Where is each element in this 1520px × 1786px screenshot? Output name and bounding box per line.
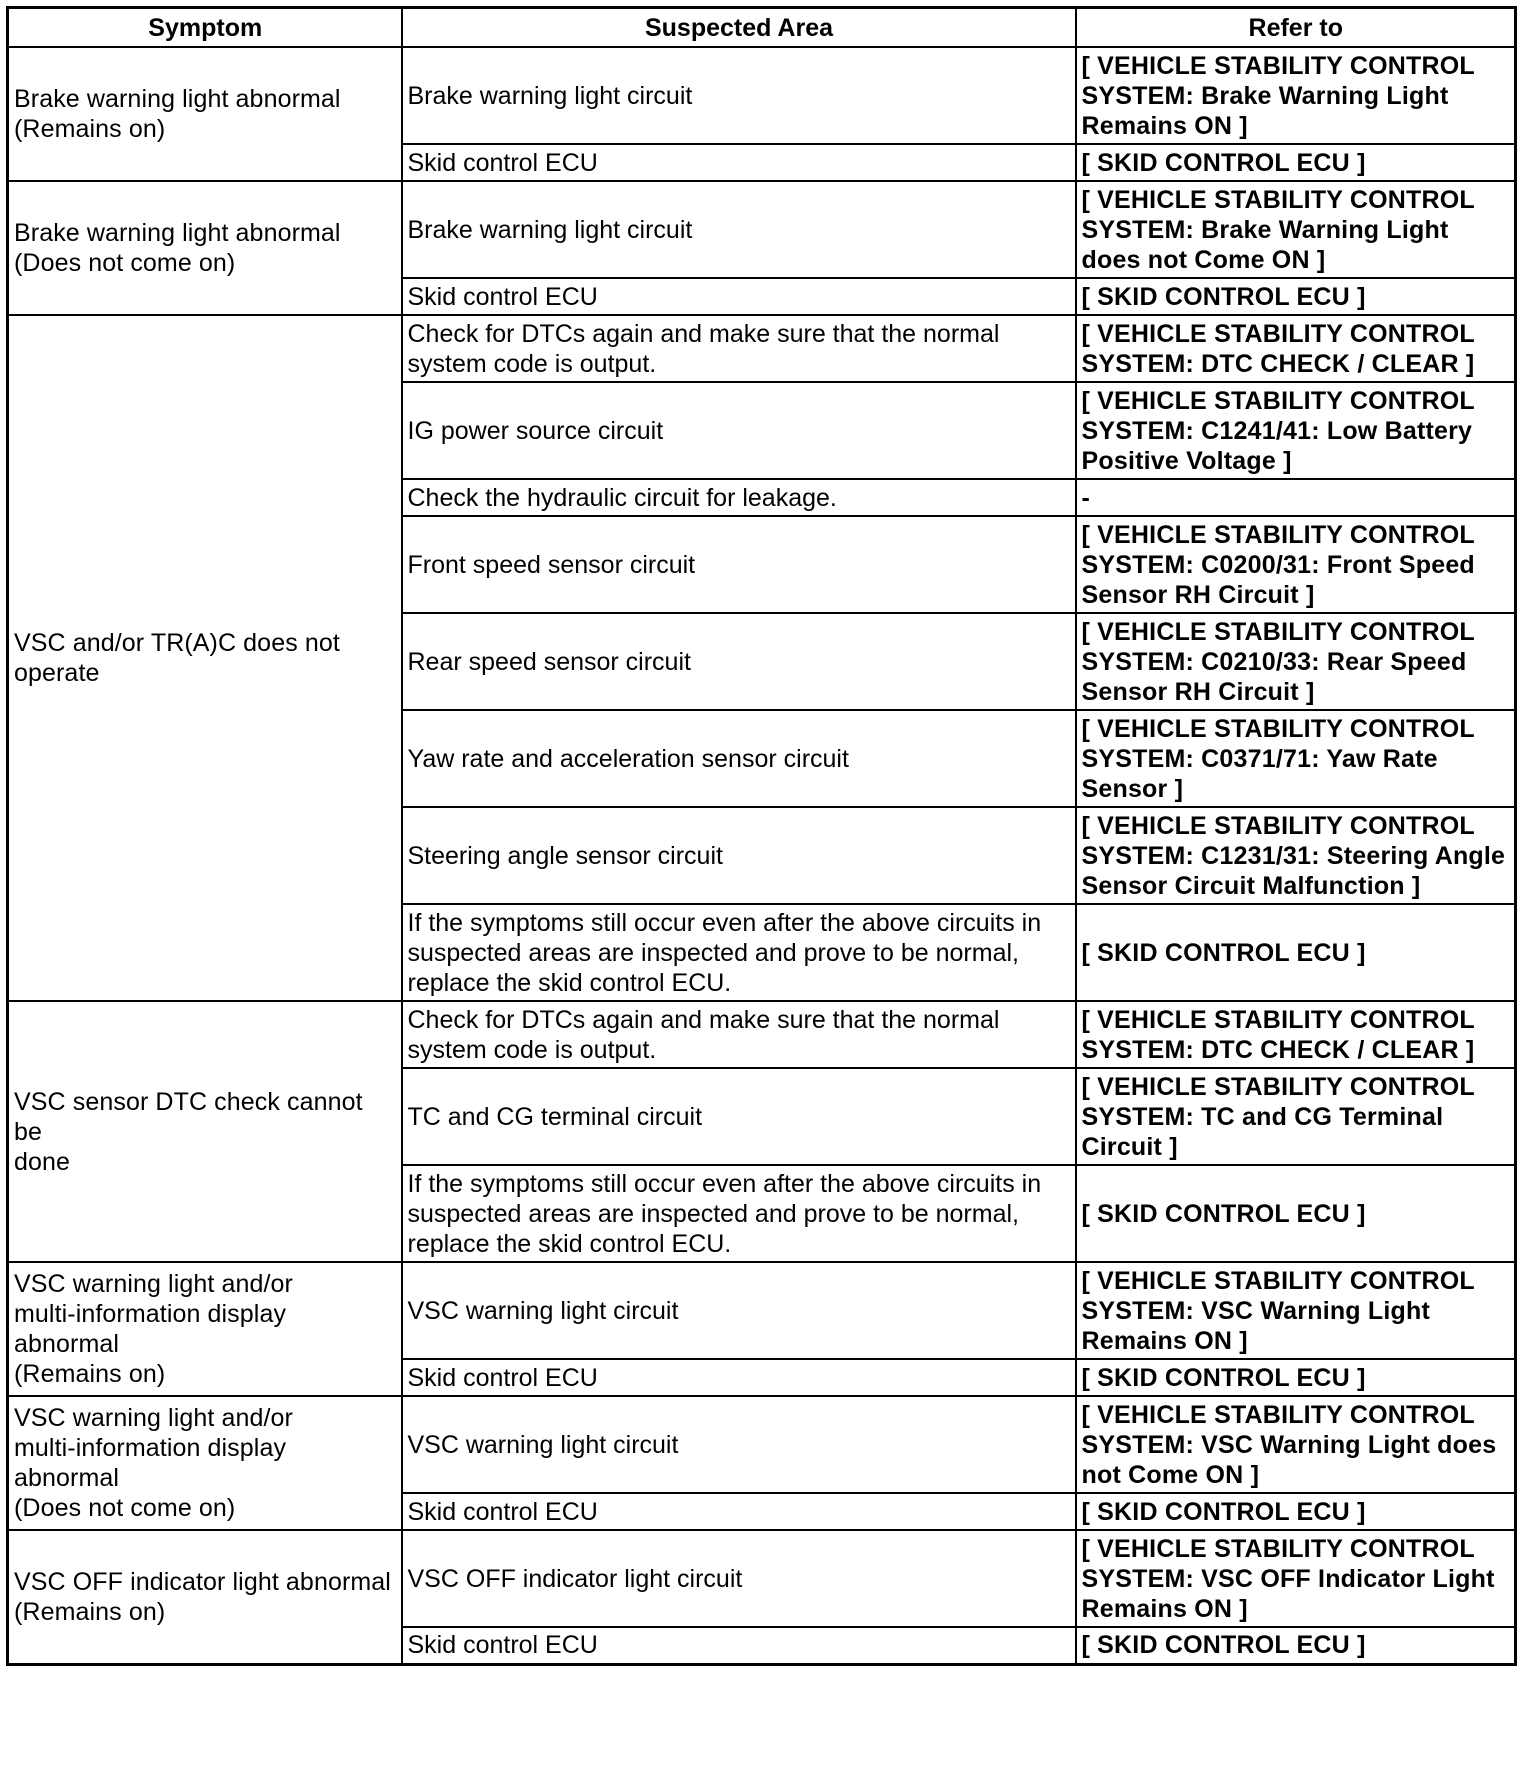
- symptom-cell: VSC sensor DTC check cannot be done: [8, 1001, 402, 1262]
- refer-to-cell: [ VEHICLE STABILITY CONTROL SYSTEM: DTC CHECK / CLEAR ]: [1076, 1001, 1516, 1068]
- table-row: [8, 181, 1516, 278]
- symptom-cell: VSC warning light and/or multi-information display abnormal (Remains on): [8, 1262, 402, 1396]
- symptom-cell: Brake warning light abnormal (Does not come on): [8, 181, 402, 315]
- symptom-cell: VSC warning light and/or multi-information display abnormal (Does not come on): [8, 1396, 402, 1530]
- refer-to-cell: [ VEHICLE STABILITY CONTROL SYSTEM: VSC Warning Light Remains ON ]: [1076, 1262, 1516, 1359]
- suspected-area-cell: Front speed sensor circuit: [402, 516, 1076, 613]
- suspected-area-cell: Skid control ECU: [402, 278, 1076, 315]
- suspected-area-cell: Check for DTCs again and make sure that the normal system code is output.: [402, 1001, 1076, 1068]
- refer-to-cell: [ VEHICLE STABILITY CONTROL SYSTEM: C1241/41: Low Battery Positive Voltage ]: [1076, 382, 1516, 479]
- refer-to-cell: [ SKID CONTROL ECU ]: [1076, 904, 1516, 1001]
- table-row: [8, 315, 1516, 382]
- suspected-area-cell: Skid control ECU: [402, 1493, 1076, 1530]
- refer-to-cell: [ VEHICLE STABILITY CONTROL SYSTEM: VSC OFF Indicator Light Remains ON ]: [1076, 1530, 1516, 1627]
- refer-to-cell: [ SKID CONTROL ECU ]: [1076, 144, 1516, 181]
- refer-to-cell: [ VEHICLE STABILITY CONTROL SYSTEM: C1231/31: Steering Angle Sensor Circuit Malfunction ]: [1076, 807, 1516, 904]
- refer-to-cell: [ VEHICLE STABILITY CONTROL SYSTEM: VSC Warning Light does not Come ON ]: [1076, 1396, 1516, 1493]
- suspected-area-cell: Brake warning light circuit: [402, 47, 1076, 144]
- table-row: [8, 1396, 1516, 1493]
- refer-to-cell: [ VEHICLE STABILITY CONTROL SYSTEM: Brake Warning Light Remains ON ]: [1076, 47, 1516, 144]
- suspected-area-cell: Check the hydraulic circuit for leakage.: [402, 479, 1076, 516]
- table-row: [8, 1530, 1516, 1627]
- suspected-area-cell: TC and CG terminal circuit: [402, 1068, 1076, 1165]
- refer-to-cell: [ VEHICLE STABILITY CONTROL SYSTEM: C0200/31: Front Speed Sensor RH Circuit ]: [1076, 516, 1516, 613]
- suspected-area-cell: Yaw rate and acceleration sensor circuit: [402, 710, 1076, 807]
- header-symptom: Symptom: [8, 8, 402, 48]
- header-suspected-area: Suspected Area: [402, 8, 1076, 48]
- suspected-area-cell: If the symptoms still occur even after the above circuits in suspected areas are inspected and prove to be normal, replace the skid control ECU.: [402, 1165, 1076, 1262]
- suspected-area-cell: Skid control ECU: [402, 1627, 1076, 1664]
- table-body: [8, 47, 1516, 1664]
- suspected-area-cell: Skid control ECU: [402, 1359, 1076, 1396]
- suspected-area-cell: Steering angle sensor circuit: [402, 807, 1076, 904]
- suspected-area-cell: Check for DTCs again and make sure that the normal system code is output.: [402, 315, 1076, 382]
- refer-to-cell: [ VEHICLE STABILITY CONTROL SYSTEM: Brake Warning Light does not Come ON ]: [1076, 181, 1516, 278]
- refer-to-cell: [ VEHICLE STABILITY CONTROL SYSTEM: C0371/71: Yaw Rate Sensor ]: [1076, 710, 1516, 807]
- symptom-cell: Brake warning light abnormal (Remains on): [8, 47, 402, 181]
- refer-to-cell: [ VEHICLE STABILITY CONTROL SYSTEM: DTC CHECK / CLEAR ]: [1076, 315, 1516, 382]
- suspected-area-cell: VSC warning light circuit: [402, 1262, 1076, 1359]
- refer-to-cell: [ VEHICLE STABILITY CONTROL SYSTEM: C0210/33: Rear Speed Sensor RH Circuit ]: [1076, 613, 1516, 710]
- table-row: [8, 1262, 1516, 1359]
- table-row: [8, 47, 1516, 144]
- suspected-area-cell: IG power source circuit: [402, 382, 1076, 479]
- refer-to-cell: [ VEHICLE STABILITY CONTROL SYSTEM: TC and CG Terminal Circuit ]: [1076, 1068, 1516, 1165]
- table-row: [8, 1001, 1516, 1068]
- suspected-area-cell: If the symptoms still occur even after the above circuits in suspected areas are inspected and prove to be normal, replace the skid control ECU.: [402, 904, 1076, 1001]
- symptom-cell: VSC OFF indicator light abnormal (Remains on): [8, 1530, 402, 1664]
- refer-to-cell: [ SKID CONTROL ECU ]: [1076, 1627, 1516, 1664]
- suspected-area-cell: Rear speed sensor circuit: [402, 613, 1076, 710]
- refer-to-cell: -: [1076, 479, 1516, 516]
- suspected-area-cell: VSC warning light circuit: [402, 1396, 1076, 1493]
- symptom-table: [6, 6, 1517, 1666]
- header-refer-to: Refer to: [1076, 8, 1516, 48]
- refer-to-cell: [ SKID CONTROL ECU ]: [1076, 1359, 1516, 1396]
- refer-to-cell: [ SKID CONTROL ECU ]: [1076, 1165, 1516, 1262]
- suspected-area-cell: Brake warning light circuit: [402, 181, 1076, 278]
- refer-to-cell: [ SKID CONTROL ECU ]: [1076, 278, 1516, 315]
- suspected-area-cell: Skid control ECU: [402, 144, 1076, 181]
- symptom-cell: VSC and/or TR(A)C does not operate: [8, 315, 402, 1001]
- suspected-area-cell: VSC OFF indicator light circuit: [402, 1530, 1076, 1627]
- refer-to-cell: [ SKID CONTROL ECU ]: [1076, 1493, 1516, 1530]
- header-row: [8, 8, 1516, 48]
